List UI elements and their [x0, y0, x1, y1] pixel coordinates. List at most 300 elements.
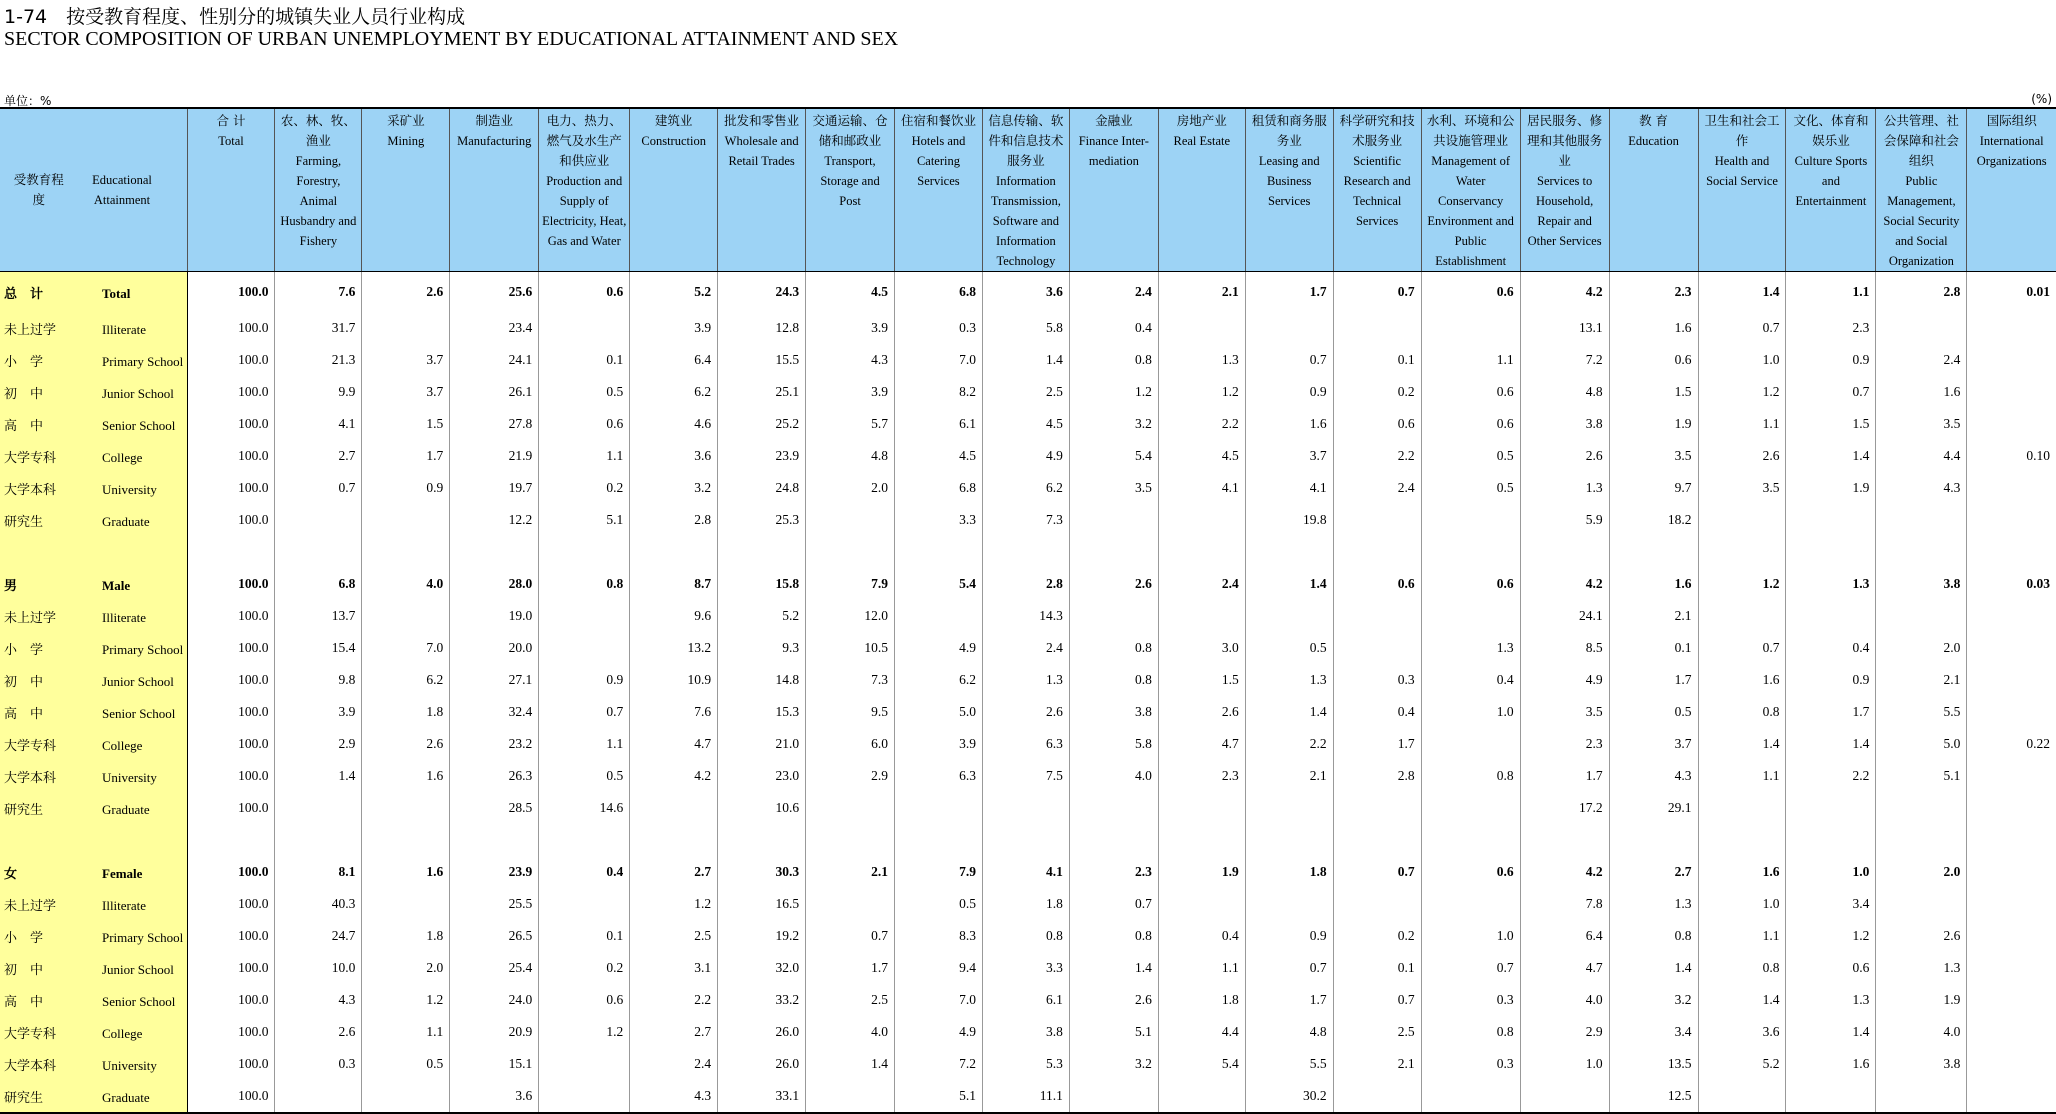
table-cell: 6.2 [895, 664, 983, 696]
table-cell [1876, 312, 1967, 344]
table-cell: 0.5 [539, 376, 630, 408]
table-cell: 5.4 [895, 568, 983, 600]
table-cell: 1.1 [1698, 760, 1786, 792]
table-cell: 1.3 [1158, 344, 1245, 376]
table-cell: 100.0 [187, 344, 275, 376]
table-cell: 0.4 [1333, 696, 1421, 728]
column-header-cn: 住宿和餐饮业 [900, 113, 976, 128]
table-row [0, 344, 2056, 376]
table-cell [362, 1080, 450, 1113]
table-cell [895, 824, 983, 856]
table-cell: 2.5 [1333, 1016, 1421, 1048]
table-cell: 3.7 [1245, 440, 1333, 472]
table-cell: 0.8 [539, 568, 630, 600]
table-cell [275, 536, 362, 568]
table-cell: 1.4 [1609, 952, 1698, 984]
table-cell: 4.2 [1520, 856, 1609, 888]
table-cell: 9.3 [718, 632, 806, 664]
row-label-cn: 小 学 [4, 642, 44, 658]
table-cell: 1.5 [1158, 664, 1245, 696]
table-cell: 1.2 [1158, 376, 1245, 408]
table-cell: 4.8 [1245, 1016, 1333, 1048]
unit-label-right: (%) [2031, 92, 2052, 106]
table-cell [1245, 536, 1333, 568]
table-cell: 0.5 [895, 888, 983, 920]
table-cell: 3.6 [450, 1080, 539, 1113]
table-cell: 1.8 [362, 696, 450, 728]
table-cell [1876, 600, 1967, 632]
table-cell: 26.1 [450, 376, 539, 408]
column-header-cn: 电力、热力、燃气及水生产和供应业 [546, 113, 622, 168]
header-education [0, 108, 187, 272]
table-cell: 1.9 [1786, 472, 1876, 504]
table-cell [1967, 1016, 2056, 1048]
column-header [1520, 108, 1609, 272]
table-cell: 27.8 [450, 408, 539, 440]
table-cell [1967, 664, 2056, 696]
table-cell [1069, 1080, 1158, 1113]
table-cell: 4.9 [895, 632, 983, 664]
table-row [0, 888, 2056, 920]
table-cell: 1.4 [1698, 272, 1786, 313]
table-cell [539, 632, 630, 664]
table-cell [1609, 824, 1698, 856]
row-label-cn: 女 [4, 866, 18, 882]
table-cell: 0.8 [1421, 760, 1520, 792]
table-cell [1158, 536, 1245, 568]
table-cell: 1.6 [1698, 664, 1786, 696]
table-cell: 1.7 [1520, 760, 1609, 792]
column-header [1698, 108, 1786, 272]
table-cell: 0.8 [1069, 920, 1158, 952]
table-cell: 3.4 [1609, 1016, 1698, 1048]
spacer-row [0, 536, 2056, 568]
table-row [0, 856, 2056, 888]
table-cell: 0.9 [362, 472, 450, 504]
table-cell: 5.0 [895, 696, 983, 728]
table-cell: 0.8 [1069, 344, 1158, 376]
column-header [630, 108, 718, 272]
table-cell [1967, 920, 2056, 952]
row-label-cn: 研究生 [4, 514, 44, 530]
table-cell [1967, 760, 2056, 792]
row-label-cn: 大学本科 [4, 1058, 57, 1074]
column-header [1609, 108, 1698, 272]
table-cell: 1.7 [1245, 984, 1333, 1016]
table-cell: 19.7 [450, 472, 539, 504]
table-cell: 1.4 [1245, 696, 1333, 728]
table-cell [1967, 408, 2056, 440]
data-table [0, 107, 2056, 1114]
table-cell [806, 824, 895, 856]
table-cell: 17.2 [1520, 792, 1609, 824]
column-header [1421, 108, 1520, 272]
column-header [806, 108, 895, 272]
column-header [539, 108, 630, 272]
table-cell: 100.0 [187, 472, 275, 504]
row-label-cn: 大学本科 [4, 482, 57, 498]
table-cell: 4.2 [1520, 272, 1609, 313]
row-label-cn: 未上过学 [4, 898, 57, 914]
row-label [0, 1048, 187, 1080]
table-header-row [0, 108, 2056, 272]
column-header [1786, 108, 1876, 272]
table-cell: 1.2 [1698, 376, 1786, 408]
table-cell: 4.6 [630, 408, 718, 440]
table-cell: 19.0 [450, 600, 539, 632]
table-cell [1967, 1048, 2056, 1080]
table-cell: 0.8 [1069, 664, 1158, 696]
table-cell: 1.1 [1421, 344, 1520, 376]
table-cell: 13.2 [630, 632, 718, 664]
table-cell: 0.9 [539, 664, 630, 696]
table-cell: 1.4 [1698, 728, 1786, 760]
row-label-en: Illiterate [102, 321, 147, 337]
table-cell: 0.6 [539, 272, 630, 313]
table-cell: 1.1 [539, 728, 630, 760]
table-cell: 24.8 [718, 472, 806, 504]
table-cell: 2.6 [362, 272, 450, 313]
column-header-cn: 采矿业 [387, 113, 425, 128]
column-header-cn: 公共管理、社会保障和社会组织 [1883, 113, 1959, 168]
table-cell: 5.1 [1876, 760, 1967, 792]
row-label [0, 408, 187, 440]
row-label-en: College [102, 737, 143, 753]
table-cell: 23.0 [718, 760, 806, 792]
table-cell: 32.4 [450, 696, 539, 728]
table-cell: 0.1 [539, 344, 630, 376]
table-cell: 0.7 [1786, 376, 1876, 408]
column-header-cn: 信息传输、软件和信息技术服务业 [988, 113, 1064, 168]
table-cell: 21.3 [275, 344, 362, 376]
table-cell: 4.0 [1069, 760, 1158, 792]
table-cell: 9.7 [1609, 472, 1698, 504]
table-cell: 1.2 [362, 984, 450, 1016]
row-label-en: Graduate [102, 801, 150, 817]
table-cell: 6.8 [275, 568, 362, 600]
column-header-en: Production and Supply of Electricity, Heat, Gas and Water [542, 174, 627, 248]
row-label-cn: 高 中 [4, 706, 44, 722]
table-cell: 0.6 [1421, 568, 1520, 600]
table-cell: 2.2 [1333, 440, 1421, 472]
table-cell [806, 536, 895, 568]
table-cell [630, 824, 718, 856]
table-cell [1158, 888, 1245, 920]
table-cell: 4.9 [982, 440, 1069, 472]
column-header-en: Leasing and Business Services [1258, 154, 1320, 208]
table-cell [1421, 728, 1520, 760]
table-cell: 7.0 [895, 984, 983, 1016]
table-row [0, 632, 2056, 664]
table-cell: 0.2 [539, 952, 630, 984]
table-cell: 7.9 [895, 856, 983, 888]
table-cell: 3.8 [1876, 1048, 1967, 1080]
column-header [1245, 108, 1333, 272]
table-cell: 0.10 [1967, 440, 2056, 472]
row-label [0, 376, 187, 408]
table-cell [1786, 504, 1876, 536]
table-cell: 8.3 [895, 920, 983, 952]
table-cell: 26.5 [450, 920, 539, 952]
column-header-en: Finance Inter-mediation [1078, 134, 1149, 168]
row-label-cn: 初 中 [4, 674, 44, 690]
table-cell: 4.4 [1158, 1016, 1245, 1048]
table-cell: 0.4 [1421, 664, 1520, 696]
table-cell: 0.8 [1698, 696, 1786, 728]
table-cell: 1.5 [1609, 376, 1698, 408]
table-cell: 6.2 [982, 472, 1069, 504]
table-cell: 9.5 [806, 696, 895, 728]
table-row [0, 1080, 2056, 1113]
column-header-cn: 教 育 [1639, 113, 1669, 128]
table-cell: 28.0 [450, 568, 539, 600]
table-cell [539, 1048, 630, 1080]
table-cell [1333, 824, 1421, 856]
table-cell [1967, 344, 2056, 376]
table-cell: 1.6 [1609, 568, 1698, 600]
table-cell [275, 792, 362, 824]
table-cell: 4.8 [806, 440, 895, 472]
row-label-cn: 初 中 [4, 386, 44, 402]
table-cell: 1.1 [1158, 952, 1245, 984]
table-cell: 0.1 [1609, 632, 1698, 664]
table-cell [187, 824, 275, 856]
table-cell: 8.7 [630, 568, 718, 600]
row-label [0, 440, 187, 472]
table-cell: 1.9 [1609, 408, 1698, 440]
table-cell [1967, 504, 2056, 536]
table-cell: 3.1 [630, 952, 718, 984]
row-label [0, 888, 187, 920]
table-cell: 0.7 [1333, 856, 1421, 888]
table-cell [1421, 504, 1520, 536]
table-cell: 4.5 [982, 408, 1069, 440]
column-header-en: Real Estate [1173, 134, 1231, 148]
table-cell: 5.4 [1158, 1048, 1245, 1080]
table-cell: 10.0 [275, 952, 362, 984]
table-cell: 2.6 [1069, 984, 1158, 1016]
table-cell: 3.9 [806, 312, 895, 344]
row-label-cn: 初 中 [4, 962, 44, 978]
column-header-cn: 批发和零售业 [724, 113, 800, 128]
table-cell: 2.9 [1520, 1016, 1609, 1048]
table-cell: 2.3 [1609, 272, 1698, 313]
table-cell: 10.6 [718, 792, 806, 824]
table-cell: 15.1 [450, 1048, 539, 1080]
column-header-cn: 卫生和社会工作 [1704, 113, 1780, 148]
table-cell: 0.2 [1333, 376, 1421, 408]
row-label-en: Male [102, 577, 131, 593]
row-label [0, 696, 187, 728]
table-cell: 4.1 [1158, 472, 1245, 504]
table-cell: 23.9 [718, 440, 806, 472]
table-cell: 6.3 [895, 760, 983, 792]
table-cell [1245, 792, 1333, 824]
table-cell [718, 824, 806, 856]
table-cell: 2.0 [1876, 632, 1967, 664]
table-cell: 31.7 [275, 312, 362, 344]
table-cell: 24.1 [450, 344, 539, 376]
table-cell: 3.3 [895, 504, 983, 536]
table-body [0, 272, 2056, 1114]
row-label-cn: 男 [4, 578, 18, 594]
table-cell: 0.5 [1245, 632, 1333, 664]
table-cell: 100.0 [187, 1048, 275, 1080]
table-cell: 2.6 [1158, 696, 1245, 728]
table-cell: 1.7 [1609, 664, 1698, 696]
table-cell: 1.2 [1786, 920, 1876, 952]
column-header-cn: 租赁和商务服务业 [1251, 113, 1327, 148]
table-cell [1876, 888, 1967, 920]
table-row [0, 664, 2056, 696]
table-cell: 6.8 [895, 472, 983, 504]
table-cell: 2.0 [362, 952, 450, 984]
table-cell: 100.0 [187, 856, 275, 888]
table-cell: 0.3 [895, 312, 983, 344]
column-header [718, 108, 806, 272]
table-cell: 6.2 [630, 376, 718, 408]
table-cell: 0.1 [1333, 344, 1421, 376]
table-cell: 4.7 [1158, 728, 1245, 760]
column-header-en: Transport, Storage and Post [820, 154, 880, 208]
row-label-cn: 高 中 [4, 418, 44, 434]
table-cell: 1.1 [1786, 272, 1876, 313]
table-cell: 4.2 [630, 760, 718, 792]
row-label-cn: 未上过学 [4, 610, 57, 626]
table-cell: 9.8 [275, 664, 362, 696]
table-cell: 1.2 [630, 888, 718, 920]
table-cell: 2.1 [1876, 664, 1967, 696]
table-cell: 1.6 [1245, 408, 1333, 440]
table-cell [1333, 632, 1421, 664]
table-cell [1967, 952, 2056, 984]
table-cell: 6.1 [982, 984, 1069, 1016]
table-cell: 4.9 [1520, 664, 1609, 696]
column-header [1967, 108, 2056, 272]
column-header-cn: 水利、环境和公共设施管理业 [1426, 113, 1515, 148]
table-cell: 1.1 [1698, 408, 1786, 440]
table-cell: 0.8 [1698, 952, 1786, 984]
table-cell: 19.2 [718, 920, 806, 952]
table-cell: 100.0 [187, 888, 275, 920]
row-label-en: Female [102, 865, 143, 881]
table-cell: 0.7 [1333, 272, 1421, 313]
table-cell: 2.8 [1876, 272, 1967, 313]
table-cell: 100.0 [187, 440, 275, 472]
table-cell: 3.8 [982, 1016, 1069, 1048]
table-cell [1245, 312, 1333, 344]
table-row [0, 600, 2056, 632]
table-cell: 1.4 [1786, 1016, 1876, 1048]
table-cell: 4.4 [1876, 440, 1967, 472]
table-cell: 13.5 [1609, 1048, 1698, 1080]
row-label-en: College [102, 449, 143, 465]
table-cell: 1.0 [1698, 888, 1786, 920]
table-cell: 0.7 [1333, 984, 1421, 1016]
column-header [895, 108, 983, 272]
spacer-row [0, 824, 2056, 856]
table-cell: 24.0 [450, 984, 539, 1016]
table-cell: 0.5 [1421, 440, 1520, 472]
table-cell: 4.3 [806, 344, 895, 376]
table-cell: 1.8 [362, 920, 450, 952]
table-cell [539, 536, 630, 568]
column-header-en: Education [1628, 134, 1679, 148]
table-cell: 3.0 [1158, 632, 1245, 664]
table-cell: 2.7 [1609, 856, 1698, 888]
table-cell: 4.0 [806, 1016, 895, 1048]
column-header [275, 108, 362, 272]
table-cell: 1.4 [982, 344, 1069, 376]
row-label-cn: 大学本科 [4, 770, 57, 786]
table-cell: 0.6 [1333, 408, 1421, 440]
table-cell: 3.9 [275, 696, 362, 728]
table-cell: 3.7 [362, 344, 450, 376]
table-cell: 2.1 [1245, 760, 1333, 792]
table-cell: 1.3 [1520, 472, 1609, 504]
table-cell: 0.1 [539, 920, 630, 952]
table-cell: 100.0 [187, 984, 275, 1016]
table-cell: 21.9 [450, 440, 539, 472]
row-label [0, 792, 187, 824]
table-row [0, 696, 2056, 728]
row-label [0, 824, 187, 856]
table-cell: 100.0 [187, 760, 275, 792]
column-header-en: Public Management, Social Security and Social Organization [1883, 174, 1960, 268]
table-cell: 2.6 [1069, 568, 1158, 600]
table-cell: 1.4 [1786, 728, 1876, 760]
column-header-en: Health and Social Service [1706, 154, 1778, 188]
table-cell [806, 504, 895, 536]
row-label-en: Senior School [102, 417, 176, 433]
table-cell: 27.1 [450, 664, 539, 696]
table-cell [895, 536, 983, 568]
table-cell: 2.0 [806, 472, 895, 504]
column-header-en: Mining [387, 134, 425, 148]
table-cell: 0.5 [362, 1048, 450, 1080]
table-cell [1967, 536, 2056, 568]
table-cell: 5.0 [1876, 728, 1967, 760]
table-cell: 5.1 [895, 1080, 983, 1113]
row-label [0, 312, 187, 344]
table-cell: 100.0 [187, 664, 275, 696]
table-cell: 2.3 [1786, 312, 1876, 344]
table-cell [539, 312, 630, 344]
table-cell: 0.7 [1421, 952, 1520, 984]
table-cell [1967, 472, 2056, 504]
table-cell: 7.6 [275, 272, 362, 313]
table-row [0, 272, 2056, 313]
table-cell: 1.0 [1698, 344, 1786, 376]
table-cell: 100.0 [187, 568, 275, 600]
table-cell: 2.7 [275, 440, 362, 472]
table-cell [1786, 824, 1876, 856]
table-cell: 0.6 [1421, 376, 1520, 408]
table-cell [1158, 1080, 1245, 1113]
table-cell: 100.0 [187, 792, 275, 824]
table-cell [1158, 824, 1245, 856]
row-label-en: Primary School [102, 929, 184, 945]
column-header [187, 108, 275, 272]
table-cell: 100.0 [187, 728, 275, 760]
table-cell: 2.4 [1876, 344, 1967, 376]
table-cell: 8.2 [895, 376, 983, 408]
table-cell: 18.2 [1609, 504, 1698, 536]
table-cell: 3.9 [806, 376, 895, 408]
table-cell: 1.1 [1698, 920, 1786, 952]
table-cell [1421, 536, 1520, 568]
table-cell: 25.1 [718, 376, 806, 408]
